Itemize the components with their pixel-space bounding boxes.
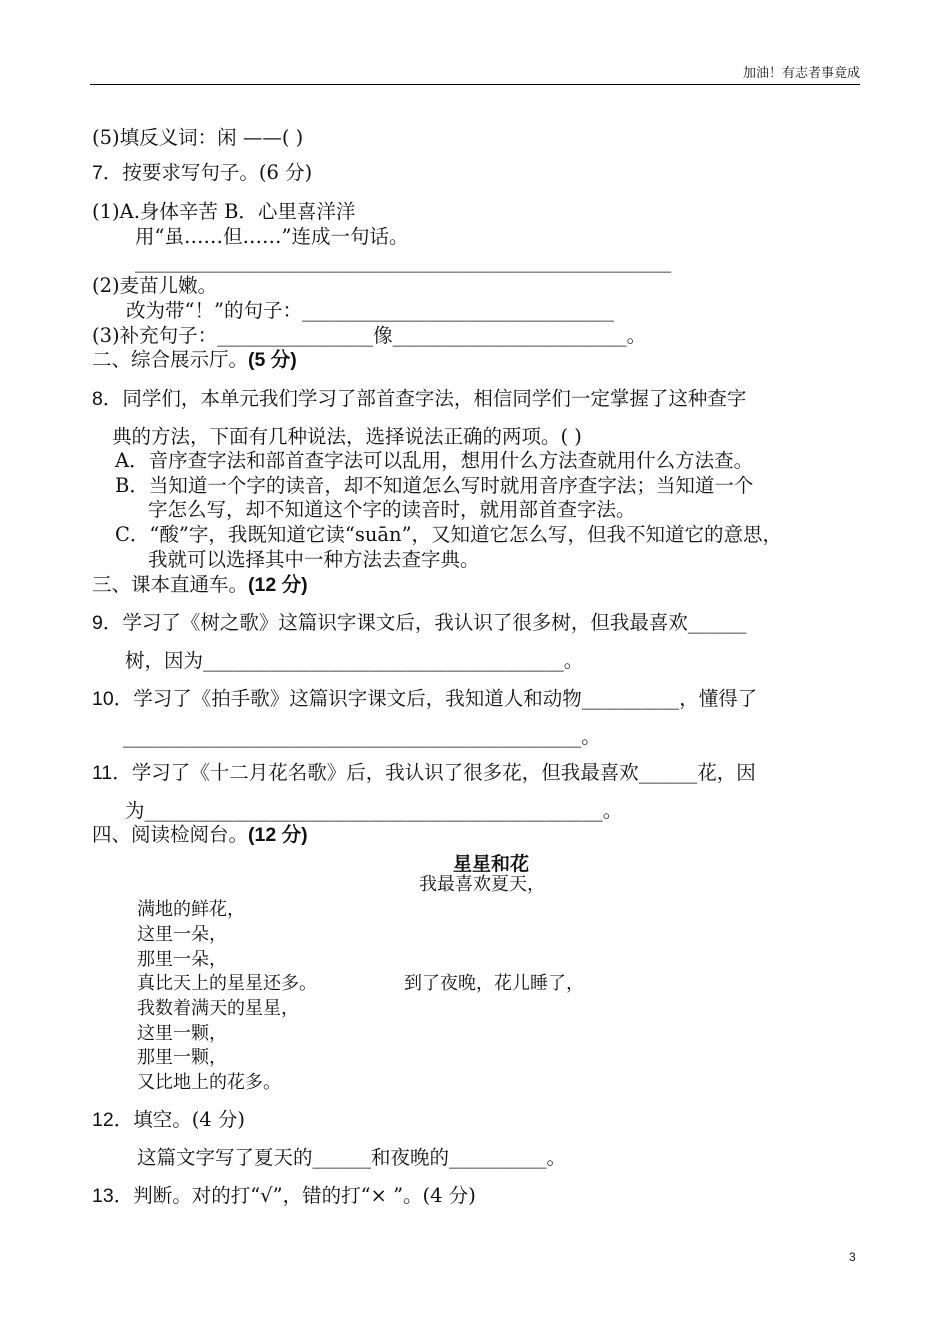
q12-heading: 12．填空。(4 分) [92,1108,246,1131]
poem-line: 满地的鲜花， [137,899,245,920]
section-3-heading: 三、课本直通车。(12 分) [92,573,308,596]
q8-option-b-2: 字怎么写，却不知道这个字的读音时，就用部首查字法。 [148,498,636,521]
q12-number: 12． [92,1109,134,1131]
header-rule [90,84,860,85]
poem-title: 星星和花 [453,853,530,875]
q10-line-1: 10．学习了《拍手歌》这篇识字课文后，我知道人和动物__________，懂得了 [92,687,758,710]
q8-option-c-2: 我就可以选择其中一种方法去查字典。 [148,548,480,571]
poem-line: 又比地上的花多。 [137,1072,281,1093]
q10-number: 10． [92,688,134,710]
poem-line: 到了夜晚，花儿睡了， [404,973,584,994]
q13-heading: 13．判断。对的打“√”，错的打“× ”。(4 分) [92,1184,476,1207]
q7-number: 7． [92,162,123,184]
q8-number: 8． [92,388,123,410]
q8-option-a: A．音序查字法和部首查字法可以乱用，想用什么方法查就用什么方法查。 [115,449,754,472]
q7-heading: 7．按要求写句子。(6 分) [92,161,313,184]
q8-line-1: 8．同学们，本单元我们学习了部首查字法，相信同学们一定掌握了这种查字 [92,387,747,410]
poem-line: 我最喜欢夏天， [419,874,545,895]
q6-5-line: (5)填反义词：闲 ——( ) [92,126,304,149]
poem-line: 那里一朵， [137,949,227,970]
q11-line-1: 11．学习了《十二月花名歌》后，我认识了很多花，但我最喜欢______花，因 [92,761,756,784]
q11-number: 11． [92,762,132,784]
q10-line-2: _______________________________________________。 [123,725,601,748]
q13-number: 13． [92,1185,134,1207]
poem-line: 那里一颗， [137,1047,227,1068]
q8-option-c-1: C．“酸”字，我既知道它读“suān”，又知道它怎么写，但我不知道它的意思， [115,523,783,546]
q11-line-2: 为_______________________________________________。 [125,799,623,822]
q9-line-2: 树，因为_____________________________________。 [125,649,584,672]
q7-1-options: (1)A.身体辛苦 B．心里喜洋洋 [92,200,356,223]
q8-option-b-1: B．当知道一个字的读音，却不知道怎么写时就用音序查字法；当知道一个 [115,474,754,497]
q9-line-1: 9．学习了《树之歌》这篇识字课文后，我认识了很多树，但我最喜欢______ [92,611,747,634]
page-number: 3 [849,1250,856,1264]
q7-3-line: (3)补充句子：________________像________________________。 [92,324,647,347]
poem-line: 我数着满天的星星， [137,998,299,1019]
poem-line: 真比天上的星星还多。 [137,973,317,994]
header-motto: 加油！有志者事竟成 [742,66,860,81]
poem-line: 这里一朵， [137,924,227,945]
section-2-heading: 二、综合展示厅。(5 分) [92,348,297,371]
q9-number: 9． [92,612,123,634]
q7-1-answer-line: _______________________________________________________ [135,250,672,273]
q7-2-sentence: (2)麦苗儿嫩。 [92,274,218,297]
q7-2-instruction: 改为带“！”的句子：________________________________ [126,299,614,322]
q8-line-2: 典的方法，下面有几种说法，选择说法正确的两项。( ) [112,425,582,448]
poem-line: 这里一颗， [137,1023,227,1044]
q12-fill-line: 这篇文字写了夏天的______和夜晚的__________。 [137,1146,567,1169]
q7-1-instruction: 用“虽……但……”连成一句话。 [135,225,409,248]
section-4-heading: 四、阅读检阅台。(12 分) [92,823,308,846]
